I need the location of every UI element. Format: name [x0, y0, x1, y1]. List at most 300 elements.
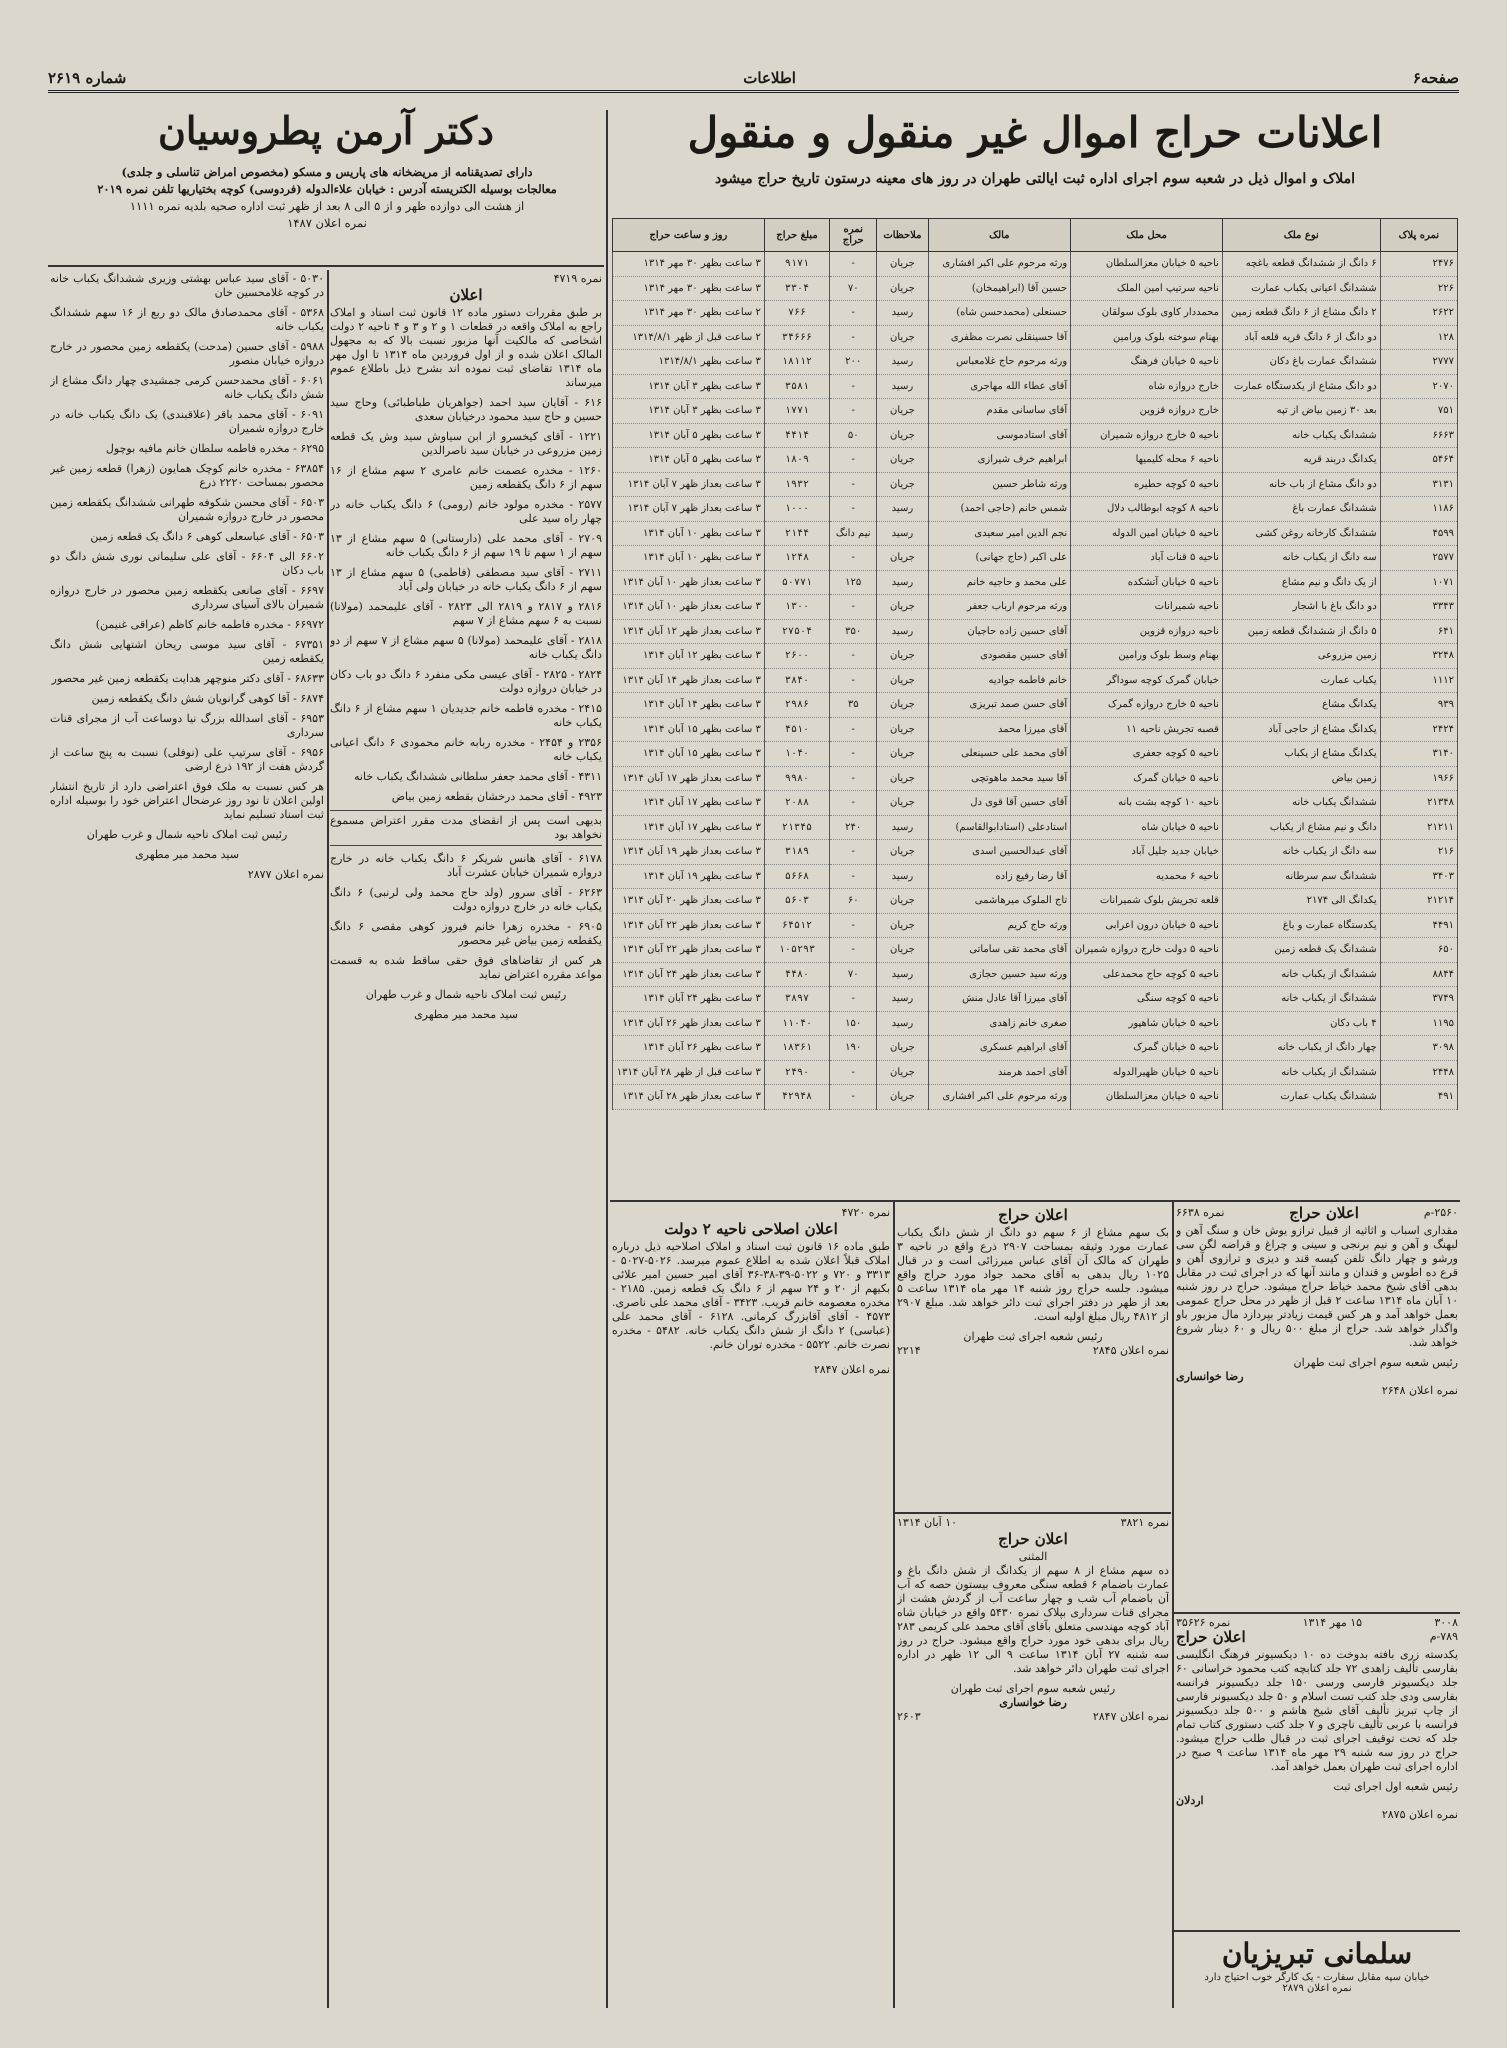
- cell-date: ۲ ساعت قبل از ظهر ۱۳۱۴/۸/۱: [613, 325, 765, 350]
- correction-body: طبق ماده ۱۶ قانون ثبت اسناد و املاک اصلاحیه ذیل درباره املاک قبلاً اعلان شده به اطلاع عموم میرسد. ۵۰۲۶-۵۰۲۷ - ۳۳۱۳ و ۷۲۰ و ۵۰۲۲-۳۹-۳۸-۳۶ آقای امیر حسین امیر علائی بکیهم از ۲۰ و ۲۴ سهم از ۶ دانگ یک قطعه زمین. ۲۱۸۵ - مخدره معصومه خانم قریب. ۳۴۲۳ - آقای محمد علی ناصری. ۴۵۷۳ - آقای آقابزرگ کرمانی. ۶۱۲۸ - آقای محمد علی (عباسی) ۲ دانگ از شش دانگ یکباب خانه. ۵۴۸۲ - مخدره نصرت خانم. ۵۵۲۲ - مخدره توران خانم.: [612, 1240, 890, 1351]
- notice-item: ۱۲۲۱ - آقای کیخسرو از ابن سیاوش سید وش یک قطعه زمین مزروعی در خیابان سید ناصرالدین: [330, 430, 602, 457]
- cell-plate: ۳۲۴۸: [1380, 644, 1457, 669]
- barber-ad-line: خیابان سپه مقابل سفارت - یک کارگر خوب احتیاج دارد: [1204, 1972, 1430, 1983]
- cell-remarks: جریان: [877, 423, 928, 448]
- barber-ad: [1176, 1936, 1458, 1994]
- cell-date: ۳ ساعت بعداز ظهر ۱۰ آبان ۱۳۱۴: [613, 570, 765, 595]
- cell-owner: آقای محمد تقی ساماتی: [928, 938, 1071, 963]
- cell-type: ششدانگ از یکباب خانه: [1222, 962, 1380, 987]
- cell-amount: ۲۱۴۴: [764, 521, 829, 546]
- column-divider-main: [606, 110, 608, 2008]
- cell-auction-no: -: [830, 472, 877, 497]
- cell-date: ۳ ساعت بعداز ظهر ۱۲ آبان ۱۳۱۴: [613, 619, 765, 644]
- cell-type: بعد ۳۰ زمین بیاض از تپه: [1222, 399, 1380, 424]
- divider-auction-4: [1174, 1930, 1460, 1932]
- cell-owner: آقای حسین مقصودی: [928, 644, 1071, 669]
- correction-number: نمره ۴۷۲۰: [841, 1206, 890, 1219]
- auction-2-no: نمره اعلان ۲۸۴۷: [1092, 1710, 1169, 1723]
- cell-plate: ۱۱۸۶: [1380, 497, 1457, 522]
- cell-location: ناحیه شمیرانات: [1071, 595, 1223, 620]
- cell-date: ۳ ساعت بظهر ۱۲ آبان ۱۳۱۴: [613, 644, 765, 669]
- notice-item: ۶۲۹۵ - مخدره فاطمه سلطان خانم مافیه بوچول: [105, 442, 324, 455]
- cell-location: ناحیه ۵ خیابان درون اعرابی: [1071, 913, 1223, 938]
- cell-auction-no: -: [830, 791, 877, 816]
- notice-item: ۶۵۰۳ - آقای عباسعلی کوهی ۶ دانگ یک قطعه زمین: [90, 530, 324, 543]
- notice-item: ۶۳۸۵۴ - مخدره خانم کوچک همایون (زهرا) قطعه زمین غیر محصور بمساحت ۲۲۲۰ ذرع: [50, 462, 324, 489]
- cell-date: ۳ ساعت بعداز ظهر ۲۰ آبان ۱۳۱۴: [613, 889, 765, 914]
- cell-remarks: جریان: [877, 889, 928, 914]
- notice-item: ۲۸۲۴ - ۲۸۲۵ - آقای عیسی مکی منفرد ۶ دانگ دو باب دکان در خیابان دروازه دولت: [330, 668, 602, 695]
- col-type: نوع ملک: [1222, 219, 1380, 252]
- table-row: [613, 423, 1458, 448]
- cell-type: ششدانگ عمارت باغ دکان: [1222, 350, 1380, 375]
- cell-remarks: رسید: [877, 301, 928, 326]
- cell-auction-no: -: [830, 913, 877, 938]
- cell-plate: ۵۴۶۴: [1380, 448, 1457, 473]
- cell-location: خیابان جدید جلیل آباد: [1071, 840, 1223, 865]
- cell-location: محمددار کاوی بلوک سولقان: [1071, 301, 1223, 326]
- cell-owner: آقا حسینقلی نصرت مظفری: [928, 325, 1071, 350]
- notice-item: ۶۲۶۳ - آقای سرور (ولد حاج محمد ولی لرنبی) ۶ دانگ یکباب خانه در خارج دروازه دولت: [330, 886, 602, 913]
- table-row: [613, 1060, 1458, 1085]
- correction-signature: نمره اعلان ۲۸۴۷: [813, 1363, 890, 1376]
- cell-owner: علی اکبر (حاج جهانی): [928, 546, 1071, 571]
- cell-remarks: جریان: [877, 1085, 928, 1110]
- cell-auction-no: -: [830, 448, 877, 473]
- cell-plate: ۲۱۲۱۴: [1380, 889, 1457, 914]
- cell-type: سه دانگ از یکباب خانه: [1222, 546, 1380, 571]
- cell-amount: ۱۹۳۲: [764, 472, 829, 497]
- auction-2-sub: المثنی: [1018, 1550, 1048, 1563]
- cell-plate: ۴۵۹۹: [1380, 521, 1457, 546]
- cell-location: ناحیه ۵ خیابان ظهیرالدوله: [1071, 1060, 1223, 1085]
- cell-type: دو دانگ مشاع از یکدستگاه عمارت: [1222, 374, 1380, 399]
- auction-1-body: بک سهم مشاع از ۶ سهم دو دانگ از شش دانگ یکباب عمارت مورد وثیقه بمساحت ۲۹۰۷ ذرع واقع در ناحیه ۳ طهران که مالک آن آقای عباس میرزائی است و در قبال ۱۰۲۵ ریال بدهی به آقای محمد جواد مورد حراج واقع میشود. جلسه حراج روز شنبه ۱۴ مهر ماه ۱۳۱۴ ساعت ۵ بعد از ظهر در دفتر اجرای ثبت دائر خواهد شد. مبلغ ۲۹۰۷ از ۴۸۱۲ ریال مبلغ اولیه است.: [897, 1226, 1169, 1323]
- cell-date: ۳ ساعت بظهر ۱۷ آبان ۱۳۱۴: [613, 791, 765, 816]
- cell-location: ناحیه ۵ کوچه جعفری: [1071, 742, 1223, 767]
- cell-auction-no: ۲۰۰: [830, 350, 877, 375]
- cell-date: ۳ ساعت بظهر ۱۷ آبان ۱۳۱۴: [613, 815, 765, 840]
- auction-3-no: نمره ۶۶۳۸: [1176, 1206, 1225, 1219]
- cell-location: ناحیه ۸ کوچه ابوطالب دلال: [1071, 497, 1223, 522]
- auction-2-title: اعلان حراج: [998, 1530, 1068, 1548]
- cell-remarks: جریان: [877, 595, 928, 620]
- cell-auction-no: ۵۰: [830, 423, 877, 448]
- cell-amount: ۱۸۰۹: [764, 448, 829, 473]
- notice-item: ۶۶۹۷ - آقای صانعی یکقطعه زمین محصور در خارج دروازه شمیران بالای آسیای سرداری: [50, 584, 324, 611]
- cell-plate: ۴۹۱: [1380, 1085, 1457, 1110]
- cell-location: ناحیه ۵ دولت خارج دروازه شمیران: [1071, 938, 1223, 963]
- cell-remarks: جریان: [877, 252, 928, 277]
- cell-date: ۳ ساعت قبل از ظهر ۲۸ آبان ۱۳۱۴: [613, 1060, 765, 1085]
- cell-owner: حسین آقا (ابراهیمخان): [928, 276, 1071, 301]
- cell-date: ۳ ساعت بعداز ظهر ۲۲ آبان ۱۳۱۴: [613, 913, 765, 938]
- auction-notice-1: [897, 1206, 1169, 1506]
- cell-date: ۳ ساعت بعداز ظهر ۱۴ آبان ۱۳۱۴: [613, 668, 765, 693]
- notice-item: ۲۷۱۱ - آقای سید مصطفی (فاطمی) ۵ سهم مشاع از ۱۳ سهم از ۶ دانگ یکباب خانه در خیابان ولی آباد: [330, 566, 602, 593]
- notice-item: ۶۸۷۴ - آقا کوهی گرانویان شش دانگ یکقطعه زمین: [91, 692, 324, 705]
- cell-plate: ۲۲۶: [1380, 276, 1457, 301]
- table-row: [613, 1085, 1458, 1110]
- cell-remarks: جریان: [877, 399, 928, 424]
- cell-location: ناحیه ۵ خیابان شاه: [1071, 815, 1223, 840]
- cell-amount: ۳۳۰۴: [764, 276, 829, 301]
- table-row: [613, 472, 1458, 497]
- notice-item: ۲۳۵۶ و ۲۴۵۴ - مخدره ربابه خانم محمودی ۶ دانگ اعیانی یکباب خانه: [330, 736, 602, 763]
- notice-item: ۵۰۳۰ - آقای سید عباس بهشتی وزیری ششدانگ یکباب خانه در کوچه غلامحسین خان: [50, 272, 324, 299]
- cell-date: ۳ ساعت بعداز ظهر ۱۷ آبان ۱۳۱۴: [613, 766, 765, 791]
- cell-remarks: جریان: [877, 840, 928, 865]
- cell-plate: ۲۷۷۷: [1380, 350, 1457, 375]
- auction-1-no: نمره اعلان ۲۸۴۵: [1092, 1344, 1169, 1357]
- notice-item: ۴۹۲۳ - آقای محمد درخشان بقطعه زمین بیاض: [391, 790, 602, 803]
- cell-type: ششدانگ یکباب خانه: [1222, 423, 1380, 448]
- auction-3-signer: رضا خوانساری: [1176, 1370, 1244, 1383]
- table-row: [613, 791, 1458, 816]
- auction-3-title: اعلان حراج: [1289, 1206, 1359, 1222]
- cell-remarks: رسید: [877, 374, 928, 399]
- notice-number: نمره ۴۷۱۹: [553, 272, 602, 285]
- cell-type: ششدانگ عمارت باغ: [1222, 497, 1380, 522]
- cell-plate: ۳۰۹۸: [1380, 1036, 1457, 1061]
- cell-location: خارج دروازه شاه: [1071, 374, 1223, 399]
- cell-location: ناحیه ۵ قنات آباد: [1071, 546, 1223, 571]
- cell-plate: ۲۱۲۱۱: [1380, 815, 1457, 840]
- cell-remarks: جریان: [877, 448, 928, 473]
- notice-item: ۲۸۱۶ و ۲۸۱۷ و ۲۸۱۹ الی ۲۸۲۳ - آقای علیمحمد (مولانا) نسبت به ۶ سهم مشاع از ۷ سهم: [330, 600, 602, 627]
- cell-date: ۳ ساعت بعداز ظهر ۲۲ آبان ۱۳۱۴: [613, 938, 765, 963]
- cell-date: ۲ ساعت بظهر ۳۰ مهر ۱۳۱۴: [613, 301, 765, 326]
- cell-type: زمین مزروعی: [1222, 644, 1380, 669]
- cell-type: ششدانگ کارخانه روغن کشی: [1222, 521, 1380, 546]
- auction-4-date: ۱۵ مهر ۱۳۱۴: [1302, 1616, 1363, 1629]
- cell-type: زمین بیاض: [1222, 766, 1380, 791]
- cell-date: ۳ ساعت بظهر ۱۰ آبان ۱۳۱۴: [613, 521, 765, 546]
- cell-location: ناحیه ۵ خیابان معزالسلطان: [1071, 252, 1223, 277]
- table-row: [613, 276, 1458, 301]
- cell-location: قلعه تجریش بلوک شمیرانات: [1071, 889, 1223, 914]
- cell-auction-no: ۲۴۰: [830, 815, 877, 840]
- cell-remarks: رسید: [877, 962, 928, 987]
- cell-location: ناحیه ۵ کوچه حطیره: [1071, 472, 1223, 497]
- notice-item: ۶۵۰۳ - آقای محسن شکوفه طهرانی ششدانگ یکقطعه زمین محصور در خارج دروازه شمیران: [50, 496, 324, 523]
- auction-4-no3: ۷۸۹-م: [1429, 1630, 1458, 1643]
- table-row: [613, 374, 1458, 399]
- cell-date: ۳ ساعت بظهر ۳ آبان ۱۳۱۴: [613, 374, 765, 399]
- cell-owner: ورثه حاج کریم: [928, 913, 1071, 938]
- auction-notice-3: [1176, 1206, 1458, 1606]
- cell-location: بهنام سوخته بلوک ورامین: [1071, 325, 1223, 350]
- notice-footer: بدیهی است پس از انقضای مدت مقرر اعتراض مسموع نخواهد بود: [330, 810, 602, 846]
- cell-type: یکدانگ مشاع از یکباب: [1222, 742, 1380, 767]
- cell-remarks: جریان: [877, 913, 928, 938]
- cell-date: ۳ ساعت بظهر ۱۰ آبان ۱۳۱۴: [613, 546, 765, 571]
- cell-type: سه دانگ از یکباب خانه: [1222, 840, 1380, 865]
- notice-item: هر کس نسبت به ملک فوق اعتراضی دارد از تاریخ انتشار اولین اعلان تا نود روز عرضحال اعتراض خود را بوسیله اداره ثبت اسناد تسلیم نماید: [50, 780, 324, 821]
- cell-auction-no: ۳۵: [830, 693, 877, 718]
- cell-date: ۳ ساعت بعداز ظهر ۱۰ آبان ۱۳۱۴: [613, 595, 765, 620]
- cell-amount: ۳۱۸۹: [764, 840, 829, 865]
- cell-remarks: جریان: [877, 325, 928, 350]
- notice-item: ۶۱۶ - آقایان سید احمد (جواهریان طباطبائی) وحاج سید حسین و حاج سید محمود درخیابان سعدی: [330, 396, 602, 423]
- cell-auction-no: -: [830, 325, 877, 350]
- notice-intro: بر طبق مقررات دستور ماده ۱۲ قانون ثبت اسناد و املاک راجع به املاک واقعه در قطعات ۱ و ۲ و ۳ و ۴ ناحیه ۲ دولت اشخاصی که مالکیت آنها مزبور نسبت بالا که به مجهول المالک اعلان شده و از اول فروردین ماه ۱۳۱۴ تا اول مهر ماه ۱۳۱۴ تقاضای ثبت نموده اند بشرح ذیل باطلاع عموم میرساند: [330, 306, 602, 389]
- correction-title: اعلان اصلاحی ناحیه ۲ دولت: [664, 1220, 838, 1238]
- cell-plate: ۲۱۳۴۸: [1380, 791, 1457, 816]
- table-row: [613, 252, 1458, 277]
- auction-4-body: یکدسته زری بافته بدوخت ده ۱۰ دیکسیونر فرهنگ انگلیسی بفارسی تألیف زاهدی ۷۲ جلد کتابچه کتب محمود خراسانی ۶۰ جلد دیکسیونر فارسی ورسی ۱۵۰ جلد دیکسیونر فرانسه بفارسی ودی جلد کتب تست اسلام و ۵۰ جلد دیکسیونر فارسی از چاپ تبریز تألیف آقای شیخ هاشم و ۵۰۰ جلد دیکسیونر فرانسه با عربی تألیف ناچری و ۷ جلد کتب دستوری کتاب تمام جلد که تحت توقیف اجرای ثبت در قبال طلب حراج میشود. حراج در روز سه شنبه ۲۹ مهر ماه ۱۳۱۴ ساعت ۹ صبح در اداره اجرای ثبت طهران بعمل خواهد آمد.: [1176, 1648, 1458, 1773]
- doctor-line-2: معالجات بوسیله الکتریسته آدرس : خیابان علاءالدوله (فردوسی) کوچه بختیاریها تلفن نمره ۲۰۱۹: [97, 182, 557, 196]
- notice-signer: سید محمد میر مطهری: [414, 1008, 518, 1021]
- cell-date: ۳ ساعت بظهر ۱۵ آبان ۱۳۱۴: [613, 717, 765, 742]
- cell-owner: ورثه سید حسین حجازی: [928, 962, 1071, 987]
- cell-plate: ۴۴۹۱: [1380, 913, 1457, 938]
- cell-auction-no: -: [830, 546, 877, 571]
- notice-signature: رئیس ثبت املاک ناحیه شمال و غرب طهران: [365, 988, 567, 1001]
- cell-amount: ۳۴۶۶۶: [764, 325, 829, 350]
- cell-type: دو دانگ از ۶ دانگ قریه قلعه آباد: [1222, 325, 1380, 350]
- auction-2-body: ده سهم مشاع از ۸ سهم از یکدانگ از شش دانگ باغ و عمارت باضمام ۶ قطعه سنگی معروف بیستون حصه که آب آن باضمام آب شب و چهار ساعت آب از گردش هشت از مجرای قنات سرداری بپلاک نمره ۵۴۳۰ واقع در خیابان شاه آباد کوچه مهندسی متعلق بآقای آقای محمد علی کریمی ۲۸۳ ریال برای بدهی خود مورد حراج واقع میشود. حراج در روز سه شنبه ۲۷ آبان ۱۳۱۴ ساعت ۹ الی ۱۲ ظهر در اداره اجرای ثبت طهران دائر خواهد شد.: [897, 1564, 1169, 1675]
- cell-location: ناحیه سرتیپ امین الملک: [1071, 276, 1223, 301]
- cell-date: ۳ ساعت بعداز ظهر ۷ آبان ۱۳۱۴: [613, 472, 765, 497]
- cell-auction-no: -: [830, 668, 877, 693]
- column-divider-bottom-1: [893, 1200, 895, 2008]
- cell-owner: آقای حسن صمد تبریزی: [928, 693, 1071, 718]
- cell-owner: نجم الدین امیر سعیدی: [928, 521, 1071, 546]
- cell-amount: ۱۸۱۱۲: [764, 350, 829, 375]
- table-row: [613, 962, 1458, 987]
- notice-item: ۴۳۱۱ - آقای محمد جعفر سلطانی ششدانگ یکباب خانه: [354, 770, 602, 783]
- cell-type: ۵ دانگ از ششدانگ قطعه زمین: [1222, 619, 1380, 644]
- cell-owner: آقای ابراهیم عسکری: [928, 1036, 1071, 1061]
- col-owner: مالک: [928, 219, 1071, 252]
- cell-owner: حسنعلی (محمدحسن شاه): [928, 301, 1071, 326]
- notice-item: ۱۲۶۰ - مخدره عصمت خانم عامری ۲ سهم مشاع از ۱۶ سهم از ۶ دانگ یکقطعه زمین: [330, 464, 602, 491]
- col-location: محل ملک: [1071, 219, 1223, 252]
- column-divider-left: [327, 270, 329, 2008]
- cell-date: ۳ ساعت بظهر ۵ آبان ۱۳۱۴: [613, 423, 765, 448]
- table-row: [613, 766, 1458, 791]
- cell-remarks: رسید: [877, 987, 928, 1012]
- cell-amount: ۱۷۷۱: [764, 399, 829, 424]
- cell-type: ششدانگ سم سرطانه: [1222, 864, 1380, 889]
- column-divider-bottom-2: [1172, 1200, 1174, 2008]
- notice-item: ۶۶۹۷۲ - مخدره فاطمه خانم کاظم (عراقی غنیمن): [95, 618, 324, 631]
- cell-type: یکدستگاه عمارت و باغ: [1222, 913, 1380, 938]
- cell-amount: ۳۸۴۰: [764, 668, 829, 693]
- cell-remarks: رسید: [877, 619, 928, 644]
- auction-1-sign: رئیس شعبه اجرای ثبت طهران: [963, 1330, 1103, 1343]
- cell-type: ۲ دانگ مشاع از ۶ دانگ قطعه زمین: [1222, 301, 1380, 326]
- notice-item: ۲۵۷۷ - مخدره مولود خانم (رومی) ۶ دانگ یکباب خانه در چهار راه سید علی: [330, 498, 602, 525]
- paper-name: اطلاعات: [743, 69, 796, 87]
- table-row: [613, 668, 1458, 693]
- cell-auction-no: -: [830, 374, 877, 399]
- cell-location: ناحیه ۶ محمدیه: [1071, 864, 1223, 889]
- cell-auction-no: -: [830, 864, 877, 889]
- cell-location: ناحیه ۵ خیابان معزالسلطان: [1071, 1085, 1223, 1110]
- table-row: [613, 399, 1458, 424]
- cell-plate: ۱۲۸: [1380, 325, 1457, 350]
- column-notices-left: [50, 272, 324, 2002]
- cell-date: ۳ ساعت بظهر ۲۶ آبان ۱۳۱۴: [613, 1036, 765, 1061]
- cell-auction-no: ۷۰: [830, 962, 877, 987]
- cell-location: ناحیه ۱۰ کوچه بشت بانه: [1071, 791, 1223, 816]
- table-row: [613, 325, 1458, 350]
- cell-auction-no: ۱۵۰: [830, 1011, 877, 1036]
- cell-type: یکدانگ مشاع از حاجی آباد: [1222, 717, 1380, 742]
- cell-owner: آقای حسین آقا قوی دل: [928, 791, 1071, 816]
- auction-2-no2: ۲۶۰۳: [897, 1710, 921, 1723]
- cell-date: ۳ ساعت بظهر ۱۵ آبان ۱۳۱۴: [613, 742, 765, 767]
- cell-amount: ۴۵۱۰: [764, 717, 829, 742]
- cell-plate: ۱۰۷۱: [1380, 570, 1457, 595]
- notice-item: ۶۹۵۳ - آقای اسدالله بزرگ نیا دوساعت آب از مجرای قنات سرداری: [50, 712, 324, 739]
- cell-location: بهنام وسط بلوک ورامین: [1071, 644, 1223, 669]
- divider-mid-right: [610, 1200, 1460, 1202]
- auction-notice-4: [1176, 1616, 1458, 1926]
- table-row: [613, 644, 1458, 669]
- cell-amount: ۵۶۶۸: [764, 864, 829, 889]
- auction-4-ad-no: نمره اعلان ۲۸۷۵: [1381, 1808, 1458, 1821]
- cell-owner: استادعلی (استادابوالقاسم): [928, 815, 1071, 840]
- col-remarks: ملاحظات: [877, 219, 928, 252]
- cell-owner: ابراهیم خرف شیرازی: [928, 448, 1071, 473]
- auction-2-header-no: نمره ۳۸۲۱: [1120, 1516, 1169, 1529]
- cell-location: ناحیه ۶ محله کلیمیها: [1071, 448, 1223, 473]
- cell-owner: خانم فاطمه جوادیه: [928, 668, 1071, 693]
- cell-remarks: رسید: [877, 1011, 928, 1036]
- cell-plate: ۲۴۲۴: [1380, 717, 1457, 742]
- cell-type: ۴ باب دکان: [1222, 1011, 1380, 1036]
- cell-auction-no: -: [830, 742, 877, 767]
- cell-type: ششدانگ یکباب عمارت: [1222, 1085, 1380, 1110]
- notice-title: اعلان: [449, 286, 483, 304]
- cell-date: ۳ ساعت بظهر ۱۹ آبان ۱۳۱۴: [613, 864, 765, 889]
- notice-item: ۶۷۳۵۱ - آقای سید موسی ریحان اشتهایی شش دانگ یکقطعه زمین: [50, 638, 324, 665]
- divider-auction-3: [1174, 1612, 1460, 1614]
- table-row: [613, 619, 1458, 644]
- col-plate: نمره پلاک: [1380, 219, 1457, 252]
- cell-type: دانگ و نیم مشاع از یکباب: [1222, 815, 1380, 840]
- cell-amount: ۲۶۰۰: [764, 644, 829, 669]
- cell-type: ششدانگ از یکباب خانه: [1222, 987, 1380, 1012]
- notice-item: ۲۴۱۵ - مخدره فاطمه خانم جدیدیان ۱ سهم مشاع از ۶ دانگ یکباب خانه: [330, 702, 602, 729]
- notice-item: ۶۱۷۸ - آقای هانس شریکر ۶ دانگ یکباب خانه در خارج دروازه شمیران خیابان عشرت آباد: [330, 852, 602, 879]
- cell-amount: ۲۴۹۰: [764, 1060, 829, 1085]
- barber-ad-title: سلمانی تبریزیان: [1221, 1937, 1413, 1970]
- auction-3-body: مقداری اسباب و اثاثیه از قبیل ترازو یوش خان و سنگ آهن و لبهنگ و آهن و نیم برنجی و سینی و چراغ و قراضه لگن سی ورشو و چهار دانگ تلفن کیسه قند و دیزی و ترازوی آهن و قرع ده اطوس و قندان و مانند آنها که در اجرای ثبت در مقابل بدهی آقای شیخ محمد خیاط حراج میشود. حراج در روز شنبه ۱۰ آبان ماه ۱۳۱۴ ساعت ۲ قبل از ظهر در محل حراج عمومی بعمل خواهد آمد و هر کس قیمت زیادتر بپردازد مال مزبور باو واگذار خواهد شد. حراج از مبلغ ۵۰۰ ریال و ۶۰ دینار شروع خواهد شد.: [1176, 1224, 1458, 1349]
- notice-item: ۵۹۸۸ - آقای حسین (مدحت) یکقطعه زمین محصور در خارج دروازه خیابان منصور: [50, 340, 324, 367]
- cell-amount: ۳۵۸۱: [764, 374, 829, 399]
- cell-type: ششدانگ یک قطعه زمین: [1222, 938, 1380, 963]
- auction-2-sign: رئیس شعبه سوم اجرای ثبت طهران: [950, 1682, 1116, 1695]
- auction-1-no2: ۲۲۱۴: [897, 1344, 921, 1357]
- cell-plate: ۲۵۷۷: [1380, 546, 1457, 571]
- barber-ad-no: نمره اعلان ۲۸۷۹: [1282, 1983, 1352, 1994]
- cell-plate: ۶۴۱: [1380, 619, 1457, 644]
- cell-amount: ۳۸۹۷: [764, 987, 829, 1012]
- table-row: [613, 448, 1458, 473]
- notice-item: ۶۸۶۳۳ - آقای دکتر منوچهر هدایت یکقطعه زمین غیر محصور: [51, 672, 324, 685]
- table-row: [613, 938, 1458, 963]
- cell-owner: آقای ساسانی مقدم: [928, 399, 1071, 424]
- cell-location: ناحیه ۵ خارج دروازه شمیران: [1071, 423, 1223, 448]
- cell-remarks: جریان: [877, 766, 928, 791]
- cell-remarks: جریان: [877, 668, 928, 693]
- cell-auction-no: -: [830, 252, 877, 277]
- cell-type: چهار دانگ از یکباب خانه: [1222, 1036, 1380, 1061]
- cell-location: خیابان گمرک کوچه سوداگر: [1071, 668, 1223, 693]
- page-header: [48, 66, 1459, 93]
- notice-item: ۲۷۰۹ - آقای محمد علی (دارستانی) ۵ سهم مشاع از ۱۳ سهم از ۱ سهم تا ۱۹ سهم از ۶ دانگ یکباب خانه: [330, 532, 602, 559]
- cell-plate: ۳۱۳۱: [1380, 472, 1457, 497]
- table-row: [613, 987, 1458, 1012]
- cell-auction-no: -: [830, 987, 877, 1012]
- cell-location: ناحیه ۵ خیابان امین الدوله: [1071, 521, 1223, 546]
- cell-date: ۳ ساعت بظهر ۳ آبان ۱۳۱۴: [613, 399, 765, 424]
- cell-auction-no: -: [830, 644, 877, 669]
- cell-owner: آقای میرزا آقا عادل منش: [928, 987, 1071, 1012]
- cell-date: ۳ ساعت بعداز ظهر ۱۹ آبان ۱۳۱۴: [613, 840, 765, 865]
- cell-amount: ۴۴۸۰: [764, 962, 829, 987]
- left-signer: سید محمد میر مطهری: [135, 848, 239, 861]
- cell-remarks: رسید: [877, 497, 928, 522]
- cell-date: ۳ ساعت بعداز ظهر ۲۴ آبان ۱۳۱۴: [613, 962, 765, 987]
- cell-owner: ورثه مرحوم علی اکبر افشاری: [928, 252, 1071, 277]
- auction-4-title: اعلان حراج: [1176, 1628, 1246, 1646]
- table-row: [613, 350, 1458, 375]
- cell-location: ناحیه ۵ خیابان شاهپور: [1071, 1011, 1223, 1036]
- auction-2-signer: رضا خوانساری: [999, 1696, 1067, 1709]
- cell-remarks: جریان: [877, 1060, 928, 1085]
- cell-auction-no: -: [830, 766, 877, 791]
- table-row: [613, 913, 1458, 938]
- doctor-line-1: دارای تصدیقنامه از مریضخانه های پاریس و مسکو (مخصوص امراض تناسلی و جلدی): [121, 165, 533, 179]
- notice-item: هر کس از تقاضاهای فوق حقی ساقط شده به قسمت مواعد مقرره اعتراض نماید: [330, 954, 602, 981]
- cell-type: یکدانگ مشاع: [1222, 693, 1380, 718]
- cell-date: ۳ ساعت بظهر ۱۳۱۴/۸/۱: [613, 350, 765, 375]
- cell-location: ناحیه ۵ کوچه سنگی: [1071, 987, 1223, 1012]
- left-signature: رئیس ثبت املاک ناحیه شمال و غرب طهران: [86, 828, 288, 841]
- cell-plate: ۲۶۲۲: [1380, 301, 1457, 326]
- table-row: [613, 742, 1458, 767]
- table-row: [613, 595, 1458, 620]
- cell-owner: تاج الملوک میرهاشمی: [928, 889, 1071, 914]
- cell-owner: آقا رضا رفیع زاده: [928, 864, 1071, 889]
- cell-auction-no: ۷۰: [830, 276, 877, 301]
- cell-amount: ۲۱۳۴۵: [764, 815, 829, 840]
- cell-amount: ۴۲۹۴۸: [764, 1085, 829, 1110]
- cell-owner: آقای میرزا محمد: [928, 717, 1071, 742]
- cell-date: ۳ ساعت بعداز ظهر ۲۸ آبان ۱۳۱۴: [613, 1085, 765, 1110]
- cell-remarks: رسید: [877, 864, 928, 889]
- table-row: [613, 815, 1458, 840]
- table-row: [613, 840, 1458, 865]
- divider-top-left: [48, 265, 604, 267]
- cell-amount: ۷۶۶: [764, 301, 829, 326]
- notice-item: ۶۰۶۱ - آقای محمدحسن کرمی جمشیدی چهار دانگ مشاع از شش دانگ یکباب خانه: [50, 374, 324, 401]
- cell-auction-no: -: [830, 938, 877, 963]
- cell-plate: ۱۹۶۶: [1380, 766, 1457, 791]
- correction-notice: [612, 1206, 890, 2001]
- cell-type: ششدانگ یکباب خانه: [1222, 791, 1380, 816]
- notice-item: ۶۹۵۶ - آقای سرتیپ علی (نوفلی) نسبت به پنج ساعت از گردش هفت از ۱۹۲ ذرع ارضی: [50, 746, 324, 773]
- table-row: [613, 546, 1458, 571]
- cell-type: ششدانگ از یکباب خانه: [1222, 1060, 1380, 1085]
- notice-item: ۲۸۱۸ - آقای علیمحمد (مولانا) ۵ سهم مشاع از ۷ سهم از دو دانگ یکباب خانه: [330, 634, 602, 661]
- cell-owner: ورثه مرحوم حاج غلامعباس: [928, 350, 1071, 375]
